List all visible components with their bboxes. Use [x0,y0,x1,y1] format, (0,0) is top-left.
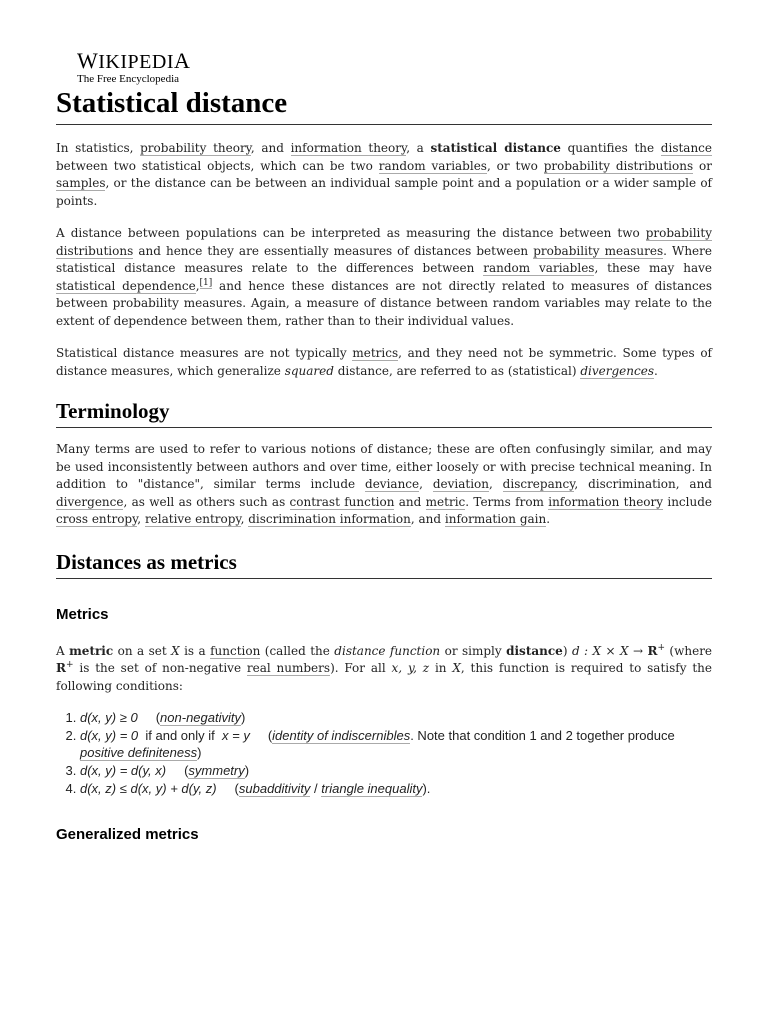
condition-non-negativity: 1. d(x, y) ≥ 0 (non-negativity) [80,709,712,726]
link-symmetry[interactable]: symmetry [188,763,245,778]
page-title: Statistical distance [56,84,712,125]
article-body [56,140,712,863]
link-information-gain[interactable]: information gain [444,512,547,526]
condition-identity: 2. d(x, y) = 0 if and only if x = y (identity of indiscernibles. Note that condition 1 and 2 together produce positive definiteness) [80,727,712,761]
link-discrepancy[interactable]: discrepancy [502,477,575,491]
reference-1[interactable]: [1] [199,277,213,288]
link-probability-theory[interactable]: probability theory [140,141,251,155]
link-relative-entropy[interactable]: relative entropy [144,512,241,526]
metric-conditions-list [56,709,712,797]
link-subadditivity[interactable]: subadditivity [238,781,311,796]
link-real-numbers[interactable]: real numbers [246,661,331,675]
terminology-paragraph: Many terms are used to refer to various notions of distance; these are often confusingly similar, and may be used inconsistently between authors and over time, either loosely or with precise technical meaning. In addition to "distance", similar terms include deviance, deviation, discrepancy, discrimination, and divergence, as well as others such as contrast function and metric. Terms from information theory include cross entropy, relative entropy, discrimination information, and information gain. [56,442,713,526]
heading-generalized-metrics: Generalized metrics [56,826,199,843]
link-divergence[interactable]: divergence [56,494,124,509]
intro-paragraph-3: Statistical distance measures are not typically metrics, and they need not be symmetric. Some types of distance measures, which generalize squared distance, are referred to as (statistical) divergences. [56,346,712,378]
link-function[interactable]: function [210,643,261,658]
link-discrimination-information[interactable]: discrimination information [248,512,411,526]
logo-tagline: The Free Encyclopedia [77,73,180,85]
link-contrast-function[interactable]: contrast function [289,494,395,509]
link-samples[interactable]: samples [56,176,106,190]
intro-paragraph-1: In statistics, probability theory, and information theory, a statistical distance quantifies the distance between two statistical objects, which can be two random variables, or two probability distributions or samples, or the distance can be between an individual sample point and a population or a wider sample of points. [56,141,713,208]
link-deviation[interactable]: deviation [432,477,489,491]
link-information-theory[interactable]: information theory [290,141,407,155]
link-distance[interactable]: distance [660,141,713,155]
link-information-theory-2[interactable]: information theory [548,494,664,509]
wikipedia-logo[interactable] [77,50,190,86]
condition-symmetry: 3. d(x, y) = d(y, x) (symmetry) [80,762,712,779]
link-deviance[interactable]: deviance [365,477,420,491]
link-non-negativity[interactable]: non-negativity [160,710,241,725]
logo-wordmark: WIKIPEDIA [77,48,191,73]
heading-distances-as-metrics: Distances as metrics [56,549,712,579]
link-random-variables[interactable]: random variables [378,158,487,173]
link-divergences[interactable]: divergences [580,363,654,378]
heading-metrics: Metrics [56,605,109,623]
link-probability-measures[interactable]: probability measures [533,243,664,258]
link-identity-of-indiscernibles[interactable]: identity of indiscernibles [272,728,411,743]
link-metrics[interactable]: metrics [352,346,399,360]
metrics-paragraph: A metric on a set X is a function (called the distance function or simply distance) d : X × X → R+ (where R+ is the set of non-negative real numbers). For all x, y, z in X, this function is required to satisfy the following conditions: [56,642,713,693]
link-metric[interactable]: metric [425,494,466,509]
link-probability-distributions-2[interactable]: probability distributions [56,226,712,258]
link-random-variables-2[interactable]: random variables [483,261,595,275]
condition-triangle-inequality: 4. d(x, z) ≤ d(x, y) + d(y, z) (subadditivity / triangle inequality). [80,780,712,797]
heading-terminology: Terminology [56,398,712,428]
link-cross-entropy[interactable]: cross entropy [56,512,138,526]
intro-paragraph-2: A distance between populations can be interpreted as measuring the distance between two probability distributions and hence they are essentially measures of distances between probability measures. Where statistical distance measures relate to the differences between random variables, these may have statistical dependence,[1] and hence these distances are not directly related to measures of distances between probability measures. Again, a measure of distance between random variables may relate to the extent of dependence between them, rather than to their individual values. [56,226,712,328]
link-positive-definiteness[interactable]: positive definiteness [80,745,198,760]
link-statistical-dependence[interactable]: statistical dependence [56,278,196,293]
link-probability-distributions[interactable]: probability distributions [543,158,694,173]
link-triangle-inequality[interactable]: triangle inequality [321,781,423,796]
